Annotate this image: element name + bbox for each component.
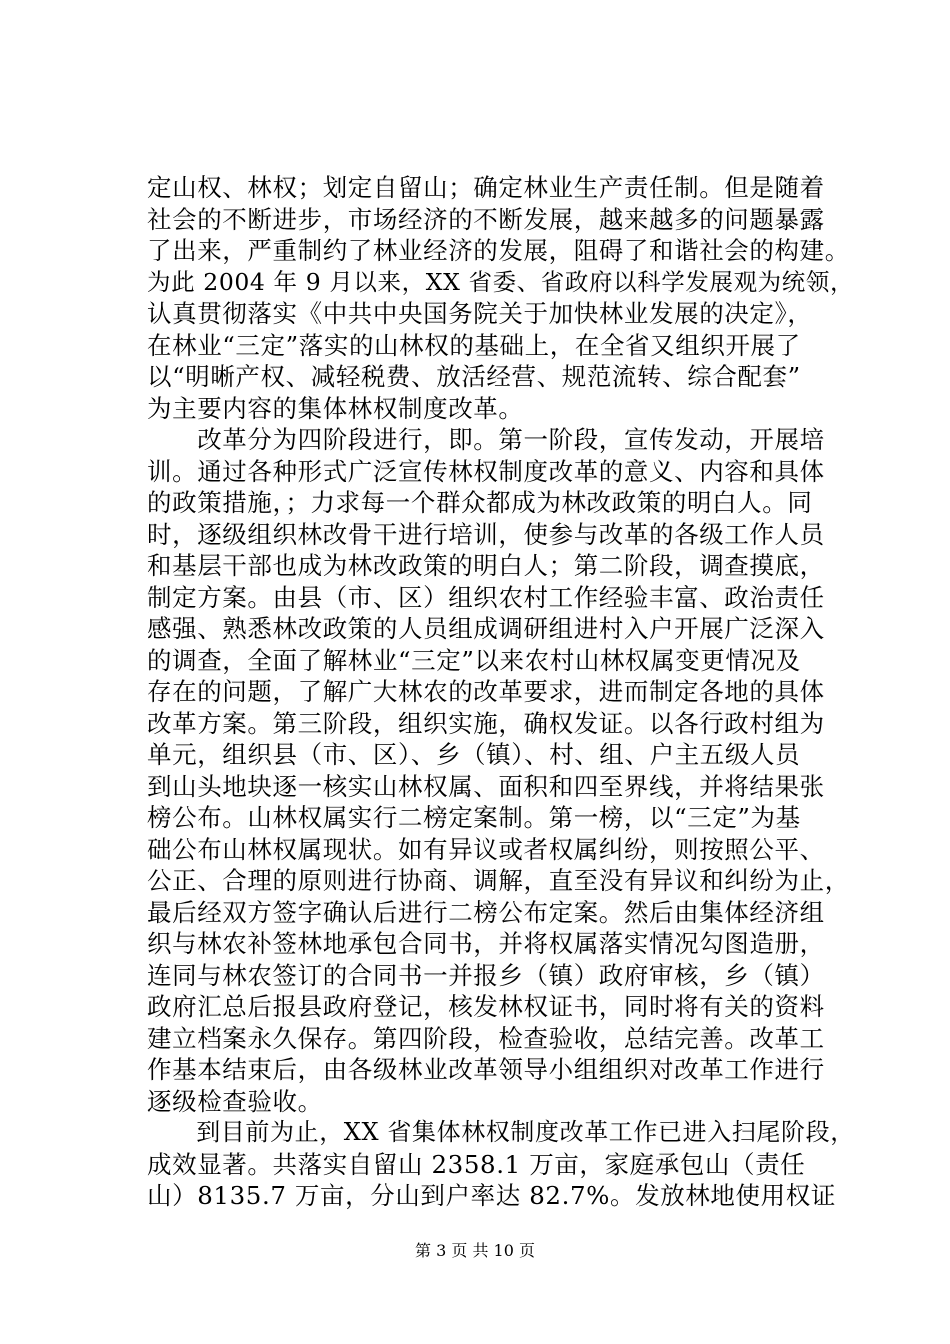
text-line: 作基本结束后，由各级林业改革领导小组组织对改革工作进行 — [147, 1055, 825, 1084]
text-line: 定山权、林权；划定自留山；确定林业生产责任制。但是随着 — [147, 173, 825, 202]
text-line: 建立档案永久保存。第四阶段，检查验收，总结完善。改革工 — [147, 1023, 825, 1053]
text-line: 榜公布。山林权属实行二榜定案制。第一榜，以“三定”为基 — [147, 803, 801, 832]
text-line: 为主要内容的集体林权制度改革。 — [147, 393, 524, 423]
text-line: 公正、合理的原则进行协商、调解，直至没有异议和纠纷为止， — [147, 866, 850, 895]
text-line: 制定方案。由县（市、区）组织农村工作经验丰富、政治责任 — [147, 582, 825, 612]
text-line: 最后经双方签字确认后进行二榜公布定案。然后由集体经济组 — [147, 897, 825, 927]
text-line: 础公布山林权属现状。如有异议或者权属纠纷，则按照公平、 — [147, 834, 825, 864]
text-line: 为此 2004 年 9 月以来，XX 省委、省政府以科学发展观为统领， — [147, 267, 855, 296]
text-line: 社会的不断进步，市场经济的不断发展，越来越多的问题暴露 — [147, 204, 825, 234]
page-number-footer: 第 3 页 共 10 页 — [415, 1241, 535, 1260]
text-line: 感强、熟悉林改政策的人员组成调研组进村入户开展广泛深入 — [147, 614, 825, 643]
text-line: 成效显著。共落实自留山 2358.1 万亩，家庭承包山（责任 — [147, 1149, 806, 1179]
text-line: 逐级检查验收。 — [147, 1086, 323, 1116]
text-line: 时，逐级组织林改骨干进行培训，使参与改革的各级工作人员 — [147, 519, 825, 549]
text-line: 改革方案。第三阶段，组织实施，确权发证。以各行政村组为 — [147, 708, 825, 738]
text-line: 到山头地块逐一核实山林权属、面积和四至界线，并将结果张 — [147, 771, 825, 801]
document-body — [147, 172, 859, 1212]
text-line: 认真贯彻落实《中共中央国务院关于加快林业发展的决定》， — [147, 299, 813, 328]
text-line: 以“明晰产权、减轻税费、放活经营、规范流转、综合配套” — [147, 362, 801, 391]
text-line: 训。通过各种形式广泛宣传林权制度改革的意义、内容和具体 — [147, 456, 825, 486]
text-line: 存在的问题，了解广大林农的改革要求，进而制定各地的具体 — [147, 677, 825, 706]
text-line: 织与林农补签林地承包合同书，并将权属落实情况勾图造册， — [147, 929, 825, 958]
text-line: 的政策措施，；力求每一个群众都成为林改政策的明白人。同 — [147, 488, 813, 517]
text-line: 了出来，严重制约了林业经济的发展，阻碍了和谐社会的构建。 — [147, 236, 850, 265]
text-line: 到目前为止，XX 省集体林权制度改革工作已进入扫尾阶段， — [147, 1118, 855, 1146]
text-line: 和基层干部也成为林改政策的明白人；第二阶段，调查摸底， — [147, 551, 825, 580]
text-line: 政府汇总后报县政府登记，核发林权证书，同时将有关的资料 — [147, 992, 825, 1021]
text-line: 连同与林农签订的合同书一并报乡（镇）政府审核，乡（镇） — [147, 960, 825, 990]
text-line: 的调查，全面了解林业“三定”以来农村山林权属变更情况及 — [147, 645, 801, 675]
text-line: 改革分为四阶段进行，即。第一阶段，宣传发动，开展培 — [147, 425, 825, 454]
text-line: 在林业“三定”落实的山林权的基础上，在全省又组织开展了 — [147, 330, 801, 360]
text-line: 单元，组织县（市、区）、乡（镇）、村、组、户主五级人员 — [147, 740, 801, 769]
text-line: 山）8135.7 万亩，分山到户率达 82.7%。发放林地使用权证 — [147, 1181, 836, 1210]
